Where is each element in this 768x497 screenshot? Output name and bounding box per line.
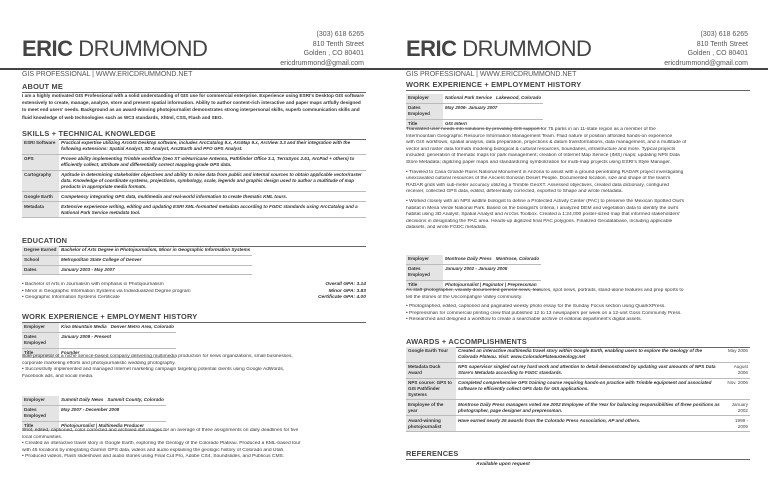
skill-label: ESRI Software <box>22 139 59 154</box>
education-bullets <box>22 282 366 302</box>
description-line: RADAR grids with sub-meter accuracy utilizing a Trimble GeoXT. Assessed objectives, created data dictionary, configured <box>406 182 670 188</box>
description-line: Shot, edited, captioned, color corrected and archived still images for an average of three assignments on daily deadlines for five <box>22 428 299 433</box>
description-line: included: generation of thematic maps for park management; creation of Internet Map Service (IMS) maps; updating NPS Data <box>406 153 680 159</box>
description-line: • Researched and designed a workflow to create a searchable archive of editorial department's digital assets. <box>406 317 642 323</box>
description-line: As staff photographer, visually documented general news, features, spot news, portraits, stand-alone features and prep sports to <box>406 288 684 293</box>
gpa-minor: Minor GPA: 3.83 <box>328 288 366 294</box>
title-label: Title <box>22 348 59 358</box>
job-dates-row <box>22 332 176 348</box>
location: Lakewood, Colorado <box>494 94 543 103</box>
list-item: • Bachelor of Arts in Journalism with emphasis in Photojournalism <box>22 282 164 287</box>
job-title: Photojournalist | Paginator | Prepressman <box>443 280 541 290</box>
references-text: Available upon request <box>476 462 530 467</box>
job-description <box>406 288 750 324</box>
employer: Kiva Mountain Media <box>59 323 109 332</box>
job-dates-row <box>22 405 166 421</box>
dates-label: Dates Employed <box>22 405 59 421</box>
edu-row <box>22 246 252 255</box>
awards-heading: AWARDS + ACCOMPLISHMENTS <box>406 337 750 348</box>
skill-text: Practical expertise utilizing ArcGIS Desktop software, includes ArcCatalog 9.x, ArcMap 9.x, ArcView 3.3 and their integration with the following extensions: Spatial Analyst, 3D Analyst, Arc2Earth and PFO GPS Analyst. <box>59 139 366 154</box>
employer-label: Employer <box>22 323 59 332</box>
job-table <box>22 396 166 431</box>
award-date: January 2002 <box>724 400 750 416</box>
description-line: Facebook ads, and social media. <box>22 373 94 379</box>
award-description: Have earned nearly 25 awards from the Colorado Press Association, AP and others. <box>456 416 724 432</box>
award-date: 1999 - 2009 <box>724 416 750 432</box>
email[interactable]: ericdrummond@gmail.com <box>280 59 364 67</box>
list-item: • Geographic Information Systems Certificate <box>22 295 120 301</box>
description-line: Sole proprietor of a niche service-based company delivering multimedia production for news organizations, small businesses, <box>22 354 293 359</box>
edu-value: January 2003 - May 2007 <box>59 265 252 275</box>
award-row <box>406 347 750 362</box>
location: Summit County, Colorado <box>105 396 165 405</box>
job-description <box>406 127 750 232</box>
location: Montrose, Colorado <box>494 255 541 264</box>
work-heading: WORK EXPERIENCE + EMPLOYMENT HISTORY <box>406 80 750 91</box>
job-employer-row <box>406 255 541 264</box>
skill-row <box>22 192 366 202</box>
edu-label: Dates <box>22 265 59 275</box>
skill-label: GPS <box>22 154 59 170</box>
job-table <box>406 255 541 290</box>
first-name: ERIC <box>406 36 457 61</box>
header-rule <box>384 68 768 70</box>
description-line: • Prepressman for commercial printing crew that published 12 to 13 newspapers per week on a 12-unit Goss Community Press. <box>406 310 682 316</box>
description-line: with GIS workflows, spatial analysis, data preparation, projections & datum transformations, data management, and a multitude of <box>406 140 687 146</box>
description-line: vector and raster data formats modeling biological & cultural resources, boundaries, infrastructure and more. Typical projects <box>406 146 676 152</box>
dates-label: Dates Employed <box>22 332 59 348</box>
list-item: • Minor in Geographic Information Systems via Individualized Degree program <box>22 288 191 294</box>
dates-label: Dates Employed <box>406 103 443 119</box>
skill-text: Proven ability implementing Trimble workflow (Geo XT w/Hurricane Antenna, Pathfinder Office 3.1, TerraSync 2.61, ArcPad + others) to efficiently collect, attribute and differentially correct mapping-grade GPS data. <box>59 154 366 170</box>
skill-text: Aptitude in determining stakeholder objectives and ability to mine data from public and internal sources to obtain applicable vector/raster data. Knowledge of coordinate systems, projections, symbology, scale, legends and graphic design used to author a multitude of map products in appropriate media formats. <box>59 170 366 192</box>
award-date: August 2006 <box>724 362 750 378</box>
description-line: corporate marketing efforts and photojournalistic wedding photography. <box>22 360 176 366</box>
city: Golden , CO 80401 <box>303 50 364 57</box>
resume-header <box>0 28 384 78</box>
dates: January 2002 - January 2005 <box>443 264 541 280</box>
street: 810 Tenth Street <box>312 40 364 48</box>
last-name: DRUMMOND <box>78 36 208 61</box>
dates: January 2009 - Present <box>59 332 176 348</box>
description-line: datasets, and wrote FGDC metadata. <box>406 225 488 231</box>
about-text: I am a highly motivated GIS Professional with a solid understanding of GIS use for commercial enterprise. Experience using ESRI's Desktop GIS software extensively to create, manage, analyze, store and present spatial information. Ability to author content-rich interactive and paper maps artfully designed to meet end users' needs. Background as an award-winning photojournalist demonstrates strong interpersonal skills, superb communication skills and fluid knowledge of web technologies such as WC3 standards, Xhtml, CSS, Flash and SEO. <box>22 93 364 120</box>
last-name: DRUMMOND <box>462 36 592 61</box>
gpa-certificate: Certificate GPA: 4.00 <box>317 295 366 301</box>
description-line: • Traveled to Casa Grande Ruins National Monument in Arizona to assist with a ground-penetrating RADAR project investigating <box>406 169 684 175</box>
description-line: decisions in designating the PAC area. Heads-up digitized final PAC polygons. Finalized Geodatabase, including applicable <box>406 218 673 224</box>
edu-value: Metropolitan State College of Denver <box>59 255 252 265</box>
city: Golden , CO 80401 <box>687 50 748 57</box>
description-line: • Successfully implemented and managed Internet marketing campaign targeting potential clients using Google AdWords, <box>22 367 285 373</box>
phone: (303) 618 6265 <box>316 31 364 38</box>
skill-label: Google Earth <box>22 192 59 202</box>
job-dates-row <box>406 264 541 280</box>
subtitle: GIS PROFESSIONAL | WWW.ERICDRUMMOND.NET <box>22 71 193 78</box>
skill-text: Competency integrating GPS data, multimedia and real-world information to create thematic KML tours. <box>59 192 366 202</box>
job-title: Founder <box>59 348 176 358</box>
references-heading: REFERENCES <box>406 449 750 460</box>
skill-row <box>22 154 366 170</box>
employer: Montrose Daily Press <box>443 255 494 264</box>
award-row <box>406 416 750 432</box>
skill-row <box>22 139 366 154</box>
description-line: • Worked closely with an NPS wildlife biologist to define a Protected Activity Center (PAC) to preserve the Mexican Spotted Owl's <box>406 198 685 204</box>
job-title: Photojournalist | Multimedia Producer <box>59 421 166 431</box>
phone: (303) 618 6265 <box>700 31 748 38</box>
description-line: with 45 locations by integrating Garmin GPS data, videos and audio explaining the geologic history of Colorado and Utah. <box>22 447 285 453</box>
employer: Summit Daily News <box>59 396 105 405</box>
title-label: Title <box>22 421 59 431</box>
location: Denver Metro Area, Colorado <box>109 323 176 332</box>
education-heading: EDUCATION <box>22 236 366 247</box>
description-line: Store Metadata; digitizing paper maps and standardizing symbolization for multi-map projects using ESRI's Style Manager. <box>406 159 671 165</box>
award-name: Employee of the year <box>406 400 456 416</box>
skill-row <box>22 170 366 192</box>
description-line: unexcavated cultural resources of the Ancient Sonoran Desert People. Documented location, size and shape of the team's <box>406 176 671 182</box>
description-line: tell the stories of the Uncompahgre Valley community. <box>406 294 523 300</box>
description-line: Translated user needs into solutions by providing GIS support for 75 parks in an 11-state region as a member of the <box>406 127 656 132</box>
description-line: Intermountain Geographic Resource Information Management Team. Fluid nature of position afforded hands-on experience <box>406 133 673 139</box>
award-description: NPS supervisor singled out my hard work and attention to detail demonstrated by updating vast amounts of NPS Data Store's Metadata according to FGDC standards. <box>456 362 724 378</box>
award-name: Award-winning photojournalist <box>406 416 456 432</box>
contact-block <box>664 30 748 68</box>
job-description <box>22 354 366 380</box>
description-line: local communities. <box>22 434 63 440</box>
edu-label: Degree Earned <box>22 246 59 255</box>
description-line: habitat using 3D Analyst, Spatial Analyst and ArcGis Toolbox. Created a 1:24,000 poster-sized map that informed stakeholders' <box>406 212 681 218</box>
edu-value: Bachelor of Arts Degree in Photojournalism, Minor in Geographic Information Systems <box>59 246 252 255</box>
skill-label: Cartography <box>22 170 59 192</box>
award-description: Completed comprehensive GPS training course requiring hands-on practice with Trimble equipment and associated software to efficiently collect GPS data for GIS applications. <box>456 378 724 400</box>
employer-label: Employer <box>406 94 443 103</box>
award-description: Created an interactive multimedia travel story within Google Earth, enabling users to explore the Geology of the Colorado Plateau. Visit: www.ColoradoPlateauGeology.net <box>456 347 724 362</box>
job-employer-row <box>22 396 166 405</box>
header-rule <box>0 68 384 70</box>
street: 810 Tenth Street <box>696 40 748 48</box>
skill-text: Extensive experience writing, editing and updating ESRI XML-formatted metadata according to FGDC standards using ArcCatalog and a National Park Service metadata tool. <box>59 202 366 218</box>
job-title: GIS Intern <box>443 119 543 129</box>
description-line: • Photographed, edited, captioned and paginated weekly photo essay for the Sunday Focus section using QuarkXPress. <box>406 304 666 310</box>
email[interactable]: ericdrummond@gmail.com <box>664 59 748 67</box>
award-row <box>406 400 750 416</box>
title-label: Title <box>406 119 443 129</box>
award-name: NPS course: GPS to GIS Pathfinder Systems <box>406 378 456 400</box>
contact-block <box>280 30 364 68</box>
dates: May 2007 - December 2008 <box>59 405 166 421</box>
job-table <box>406 94 543 129</box>
awards-table <box>406 347 750 432</box>
description-line: receiver, collected GPS data, edited, differentially corrected, exported to Shape and wrote metadata. <box>406 189 623 195</box>
gpa-overall: Overall GPA: 3.14 <box>325 282 366 287</box>
name-heading <box>406 36 591 62</box>
description-line: habitat in Mesa Verde National Park. Based on the biologist's criteria, I analyzed DEM and vegetation data to identify the owl's <box>406 205 679 211</box>
award-row <box>406 378 750 400</box>
job-employer-row <box>406 94 543 103</box>
dates-label: Dates Employed <box>406 264 443 280</box>
title-label: Title <box>406 280 443 290</box>
award-description: Montrose Daily Press managers voted me 2002 Employee of the Year for balancing responsibilities of three positions as photographer, page designer and prepressman. <box>456 400 724 416</box>
resume-header <box>384 28 768 78</box>
work-heading: WORK EXPERIENCE + EMPLOYMENT HISTORY <box>22 312 366 323</box>
skill-row <box>22 202 366 218</box>
education-table <box>22 246 252 275</box>
about-heading: ABOUT ME <box>22 82 366 93</box>
subtitle: GIS PROFESSIONAL | WWW.ERICDRUMMOND.NET <box>406 71 577 78</box>
skills-heading: SKILLS + TECHNICAL KNOWLEDGE <box>22 129 366 140</box>
award-name: Google Earth Tour <box>406 347 456 362</box>
job-employer-row <box>22 323 176 332</box>
job-dates-row <box>406 103 543 119</box>
employer: National Park Service <box>443 94 494 103</box>
first-name: ERIC <box>22 36 73 61</box>
award-row <box>406 362 750 378</box>
resume-page-2 <box>384 0 768 497</box>
award-name: Metadata Duck Award <box>406 362 456 378</box>
edu-row <box>22 265 252 275</box>
skill-label: Metadata <box>22 202 59 218</box>
description-line: • Produced videos, Flash slideshows and audio stories using Final Cut Pro, Adobe CS4, Soundslides, and Publicus CMS. <box>22 454 285 460</box>
skills-table <box>22 139 366 218</box>
job-description <box>22 428 366 461</box>
award-date: May 2006 <box>724 347 750 362</box>
edu-row <box>22 255 252 265</box>
employer-label: Employer <box>22 396 59 405</box>
edu-label: School <box>22 255 59 265</box>
name-heading <box>22 36 207 62</box>
gpa-block <box>318 282 366 302</box>
award-date: Nov. 2006 <box>724 378 750 400</box>
employer-label: Employer <box>406 255 443 264</box>
description-line: • Created an interactive travel story in Google Earth, exploring the Geology of the Colorado Plateau. Produced a KML-based tour <box>22 441 301 447</box>
dates: May 2006- January 2007 <box>443 103 543 119</box>
